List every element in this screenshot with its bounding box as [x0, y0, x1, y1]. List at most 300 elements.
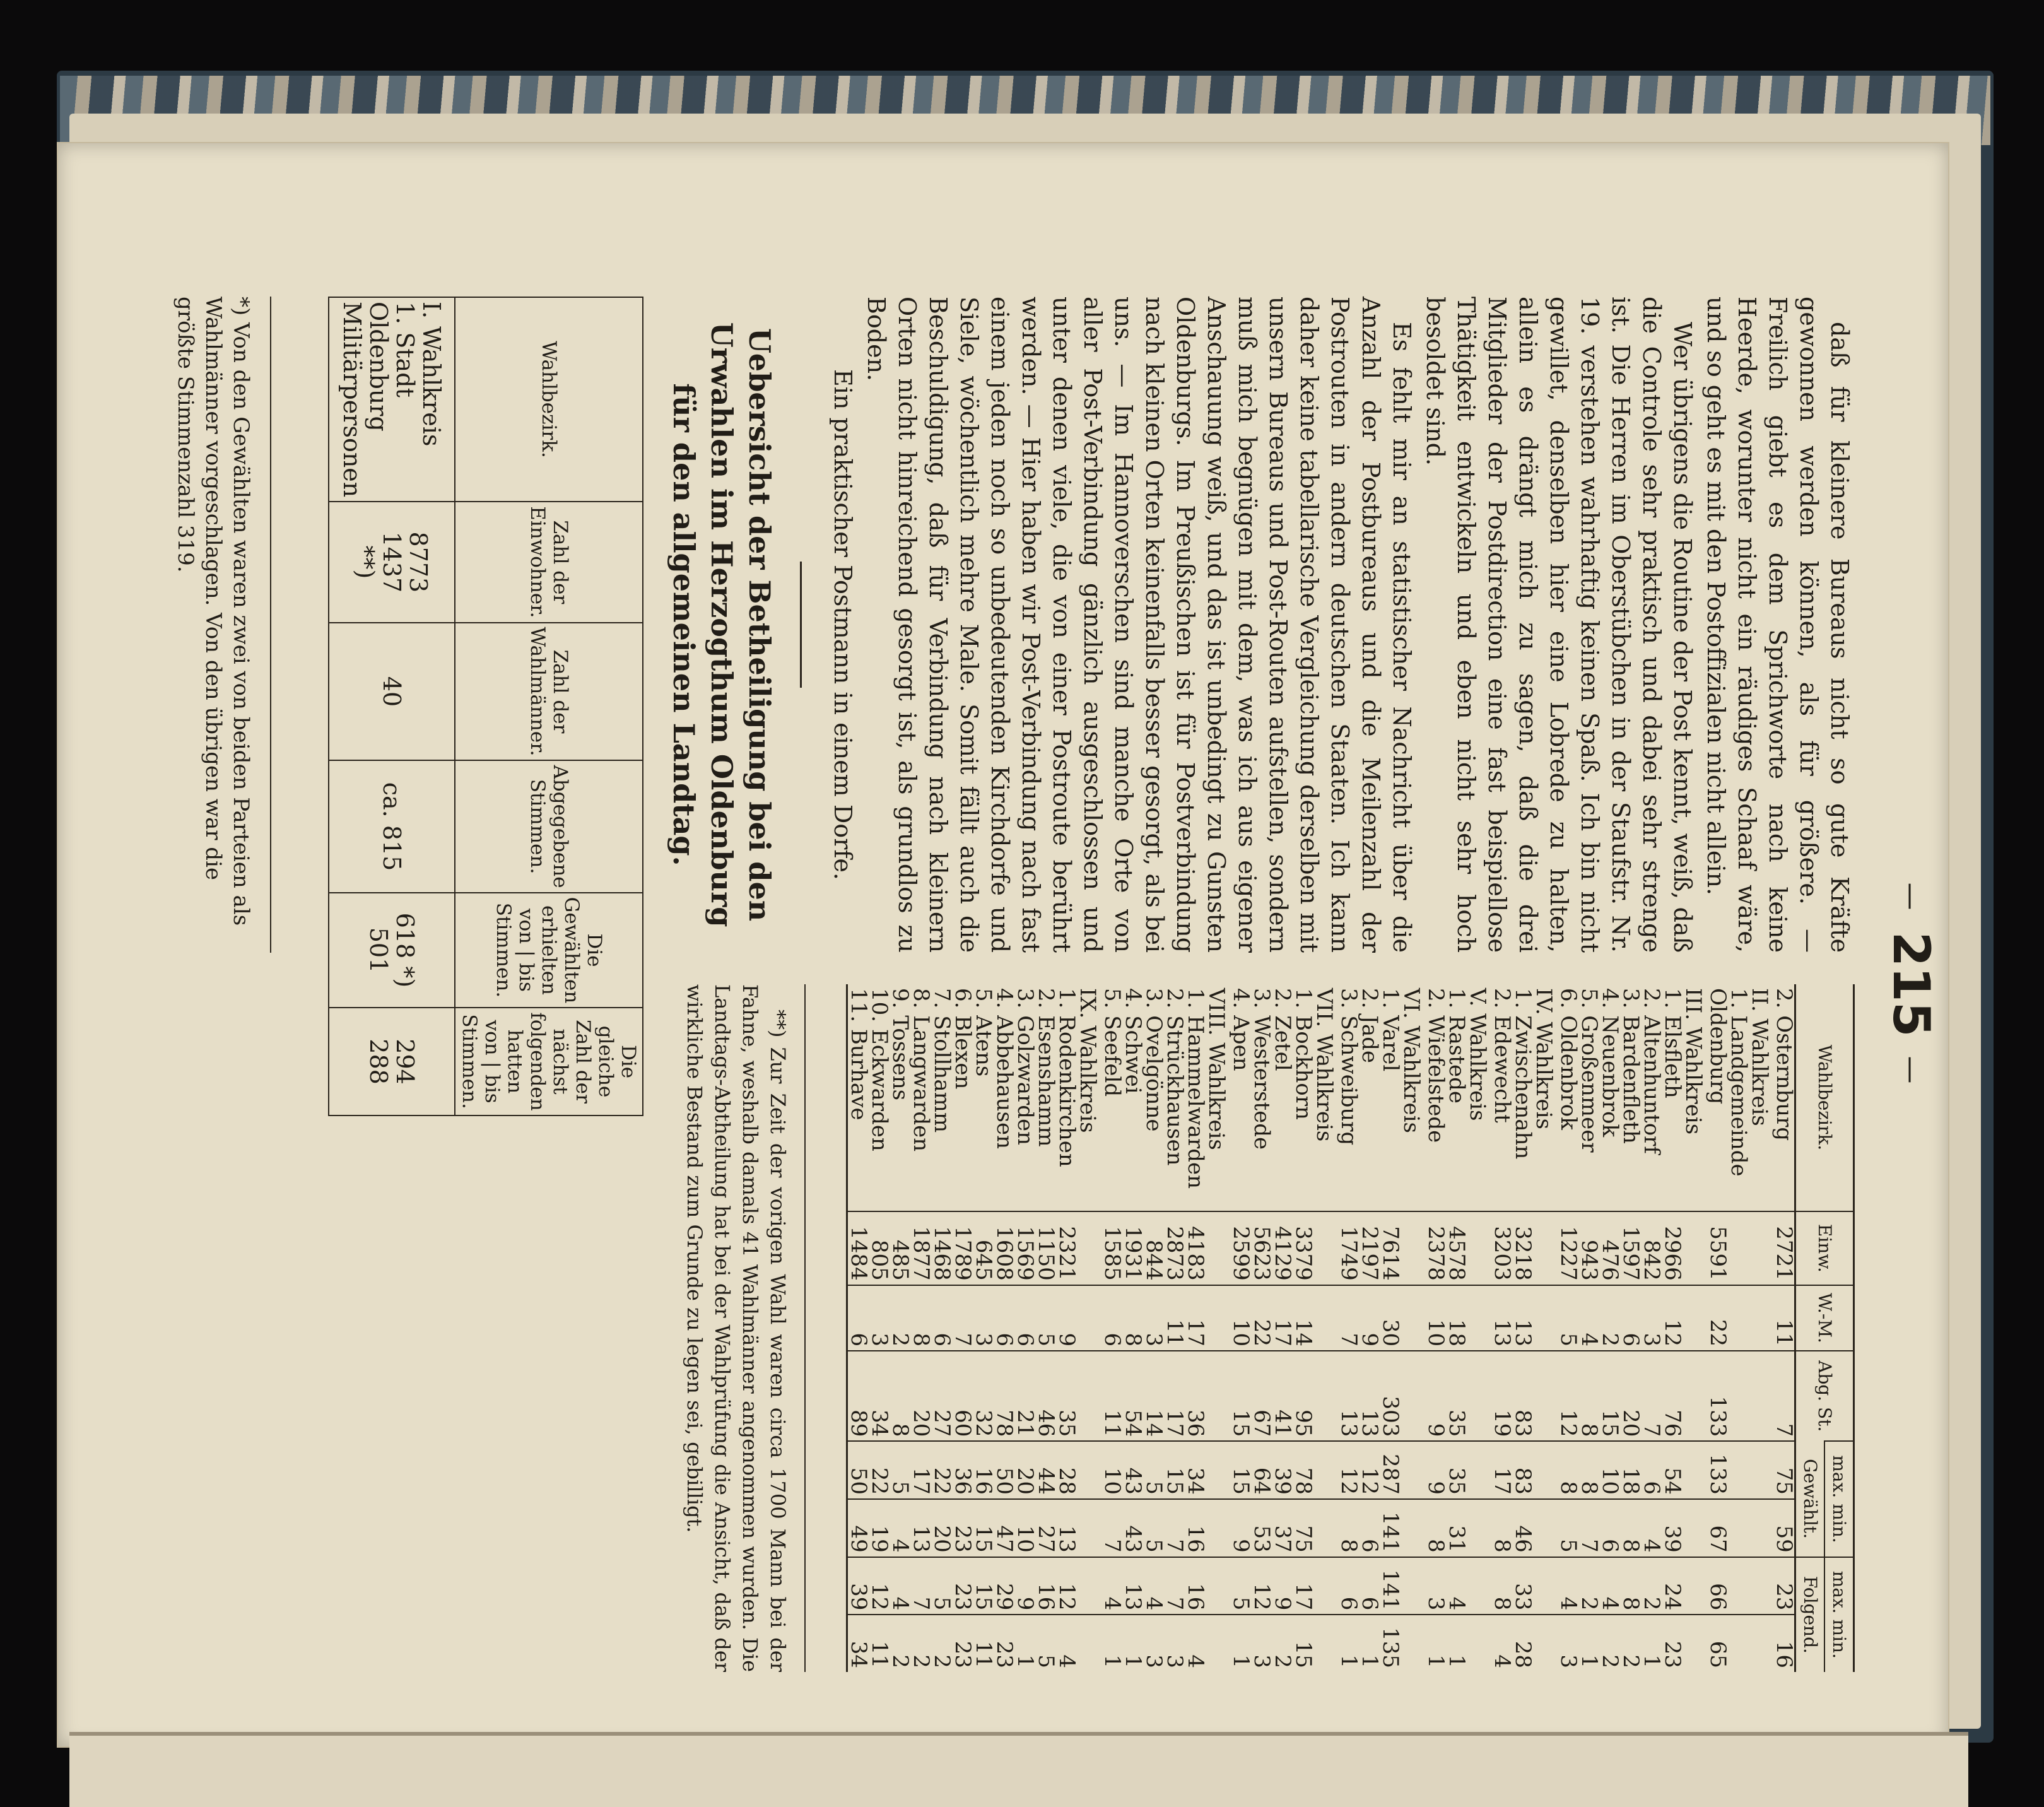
cell-label: 2. Altenhuntorf: [1639, 988, 1664, 1155]
cell-label: 1. Varel: [1378, 988, 1403, 1072]
table-row: [1164, 984, 1185, 1672]
table-row: [1728, 984, 1749, 1672]
cell-abg: 35: [1446, 1351, 1467, 1441]
cell-einw: 4183: [1185, 1211, 1206, 1285]
cell-gmin: 8: [1620, 1499, 1641, 1557]
cell-fmin: 135: [1380, 1615, 1401, 1672]
cell-fmin: 4: [1491, 1615, 1512, 1672]
cell-wm: 22: [1251, 1285, 1272, 1351]
cell-fmin: 15: [1293, 1615, 1313, 1672]
cell-gmax: 12: [1338, 1441, 1359, 1499]
table-section-row: [1206, 984, 1230, 1672]
cell-label: 3. Ovelgönne: [1141, 988, 1166, 1132]
table-row: [1143, 984, 1164, 1672]
cell-abg: 7: [1641, 1351, 1662, 1441]
cell-wm: 30: [1380, 1285, 1401, 1351]
right-column: [303, 984, 1855, 1672]
cell-gmin: 7: [1101, 1499, 1122, 1557]
table-row: [1230, 984, 1251, 1672]
cell-gmin: 37: [1272, 1499, 1293, 1557]
max-label: max.: [1829, 1570, 1850, 1614]
table-row: [1185, 984, 1206, 1672]
cell-abg: 67: [1251, 1351, 1272, 1441]
cell-fmin: 16: [1773, 1615, 1795, 1672]
cell-wm: 7: [952, 1285, 973, 1351]
cell-wm: 7: [1338, 1285, 1359, 1351]
cell-fmax: 5: [931, 1557, 952, 1615]
cell-fmin: 1: [1122, 1615, 1143, 1672]
cell-gmax: 18: [1620, 1441, 1641, 1499]
cell-fmax: 141: [1380, 1557, 1401, 1615]
cell-abg: 13: [1338, 1351, 1359, 1441]
cell-gmax: 5: [1143, 1441, 1164, 1499]
cell-einw: [1683, 1211, 1707, 1285]
cell-wm: [1401, 1285, 1425, 1351]
cell-label: 6. Blexen: [950, 988, 975, 1090]
cell-label: 2. Osternburg: [1771, 988, 1797, 1141]
cell-fmin: 2: [890, 1615, 910, 1672]
cell-fmin: 2: [1599, 1615, 1620, 1672]
cell-fmin: 1: [1230, 1615, 1251, 1672]
cell-fmax: [1206, 1557, 1230, 1615]
cell-gmax: 15: [1164, 1441, 1185, 1499]
footnote-gewaehlte: *) Von den Gewählten waren zwei von beiden Parteien als Wahlmänner vorgeschlagen. Von den übrigen war die größte Stimmenzahl 319.: [172, 297, 271, 953]
cell-einw: 943: [1578, 1211, 1599, 1285]
cell-fmin: [1077, 1615, 1101, 1672]
cell-abg: 89: [847, 1351, 869, 1441]
page-number: 215: [1882, 931, 1941, 1037]
table-row: [1707, 984, 1728, 1672]
cell-fmin: 34: [847, 1615, 869, 1672]
cell-label: 5. Seefeld: [1100, 988, 1125, 1097]
col-folgenden: Die gleiche Zahl der nächst folgenden hatten von | bis Stimmen.: [455, 1008, 643, 1115]
cell-wm: 10: [1425, 1285, 1446, 1351]
cell-gmax: 10: [1101, 1441, 1122, 1499]
cell-einw: 3218: [1512, 1211, 1533, 1285]
section-label: I. Wahlkreis: [418, 302, 445, 447]
cell-fmax: 2: [1641, 1557, 1662, 1615]
cell-wm: 3: [1641, 1285, 1662, 1351]
cell-fmin: 23: [952, 1615, 973, 1672]
cell-einw: 7614: [1380, 1211, 1401, 1285]
cell-wm: 6: [931, 1285, 952, 1351]
cell-gmax: 133: [1707, 1441, 1728, 1499]
cell-fmin: 23: [1662, 1615, 1683, 1672]
cell-fmax: 33: [1512, 1557, 1533, 1615]
cell-wm: 8: [1122, 1285, 1143, 1351]
cell-abg: 35: [1056, 1351, 1077, 1441]
cell-fmax: 4: [1599, 1557, 1620, 1615]
cell-einw: 2378: [1425, 1211, 1446, 1285]
table-row: [1773, 984, 1795, 1672]
cell-gmax: 54: [1662, 1441, 1683, 1499]
cell-label: 4. Abbehausen: [992, 988, 1017, 1149]
cell-wm: 5: [1035, 1285, 1056, 1351]
cell-fmax: 23: [952, 1557, 973, 1615]
cell-wm: 2: [890, 1285, 910, 1351]
cell-einw: [1533, 1211, 1558, 1285]
einwohner-mil-value: 1437: [378, 531, 406, 593]
cell-label: 8. Langwarden: [908, 988, 934, 1152]
paragraph: Es fehlt mir an statistischer Nachricht über die Anzahl der Postbureaus und die Meilenzahl der Postrouten in andern deutschen Staaten. Ich kann daher keine tabellarische Vergleichung derselben mit unsern Bureaus und Post-Routen aufstellen, sondern muß mich begnügen mit dem, was ich aus eigener Anschauung weiß, und das ist unbedingt zu Gunsten Oldenburgs. Im Preußischen ist für Postverbindung nach kleinen Orten keinenfalls besser gesorgt, als bei uns. — Im Hannoverschen sind manche Orte von aller Post-Verbindung gänzlich ausgeschlossen und unter denen viele, die von einer Postroute berührt werden. — Hier haben wir Post-Verbindung nach fast einem jeden noch so unbedeutenden Kirchdorfe und Siele, wöchentlich mehre Male. Somit fällt auch die Beschuldigung, daß für Verbindung nach kleinern Orten nicht hinreichend gesorgt ist, als grundlos zu Boden.: [862, 297, 1416, 953]
cell-abg: 76: [1662, 1351, 1683, 1441]
cell-einw: [1728, 1211, 1749, 1285]
col-folgend: [1824, 1557, 1853, 1672]
cell-fmin: [1683, 1615, 1707, 1672]
folg-von: 294: [391, 1039, 419, 1085]
cell-gmax: 50: [994, 1441, 1014, 1499]
cell-wm: [1467, 1285, 1491, 1351]
cell-abg: 83: [1512, 1351, 1533, 1441]
cell-fmax: 4: [1143, 1557, 1164, 1615]
cell-abg: 32: [973, 1351, 994, 1441]
cell-fmin: 1: [1425, 1615, 1446, 1672]
cell-abg: 8: [890, 1351, 910, 1441]
cell-einw: 2721: [1773, 1211, 1795, 1285]
cell-wm: 9: [1056, 1285, 1077, 1351]
col-gewaehlt: [1824, 1441, 1853, 1557]
cell-abg: 95: [1293, 1351, 1313, 1441]
cell-fmax: [1401, 1557, 1425, 1615]
cell-gmin: [1728, 1499, 1749, 1557]
cell-abg: 41: [1272, 1351, 1293, 1441]
cell-einw: 4578: [1446, 1211, 1467, 1285]
rotated-page-content: [173, 297, 1956, 1672]
cell-fmax: 12: [1251, 1557, 1272, 1615]
cell-fmax: 4: [1101, 1557, 1122, 1615]
cell-abg: [1313, 1351, 1338, 1441]
cell-einw: 1150: [1035, 1211, 1056, 1285]
paragraph: daß für kleinere Bureaus nicht so gute Kräfte gewonnen werden können, als für größere. — Freilich giebt es dem Sprichworte nach keine Heerde, worunter nicht ein räudiges Schaaf wäre, und so geht es mit den Postoffizialen nicht allein.: [1702, 297, 1853, 953]
cell-gmax: 12: [1359, 1441, 1380, 1499]
cell-wm: 8: [910, 1285, 931, 1351]
section-divider: [800, 562, 802, 688]
cell-gmin: 7: [1164, 1499, 1185, 1557]
col-wahlbezirk: Wahlbezirk.: [1795, 984, 1853, 1211]
table-row: [952, 984, 973, 1672]
cell-abg: [1401, 1351, 1425, 1441]
cell-fmax: [1533, 1557, 1558, 1615]
cell-abg: 8: [1578, 1351, 1599, 1441]
cell-fmax: [1749, 1557, 1773, 1615]
cell-fmax: 9: [1272, 1557, 1293, 1615]
cell-gmin: 59: [1773, 1499, 1795, 1557]
cell-gmin: 19: [869, 1499, 890, 1557]
cell-abg: 27: [931, 1351, 952, 1441]
col-wm: W.-M.: [1795, 1285, 1853, 1351]
cell-gmin: [1533, 1499, 1558, 1557]
cell-einw: 1789: [952, 1211, 973, 1285]
cell-einw: 4129: [1272, 1211, 1293, 1285]
cell-einw: 485: [890, 1211, 910, 1285]
cell-label: 3. Golzwarden: [1013, 988, 1038, 1146]
cell-fmin: [1728, 1615, 1749, 1672]
cell-gmax: 28: [1056, 1441, 1077, 1499]
cell-gmin: [1749, 1499, 1773, 1557]
col-abg: Abg. St.: [1795, 1351, 1853, 1441]
table-section-row: [1313, 984, 1338, 1672]
cell-fmax: [1467, 1557, 1491, 1615]
cell-abg: 20: [1620, 1351, 1641, 1441]
cell-gmin: 10: [1014, 1499, 1035, 1557]
max-label: max.: [1829, 1455, 1850, 1498]
cell-fmax: 4: [1446, 1557, 1467, 1615]
table-row: [847, 984, 869, 1672]
cell-label: 6. Oldenbrok: [1556, 988, 1581, 1130]
table-section-row: [1683, 984, 1707, 1672]
cell-gmax: 43: [1122, 1441, 1143, 1499]
cell-fmin: [1533, 1615, 1558, 1672]
cell-gmax: [1728, 1441, 1749, 1499]
folgend-label: Folgend.: [1795, 1557, 1825, 1672]
cell-gmin: 8: [1338, 1499, 1359, 1557]
einwohner-note: **): [351, 545, 379, 579]
cell-fmax: 8: [1620, 1557, 1641, 1615]
cell-label: 4. Schwei: [1120, 988, 1146, 1094]
cell-fmax: 16: [1185, 1557, 1206, 1615]
cell-abg: 15: [1599, 1351, 1620, 1441]
cell-fmax: 5: [1230, 1557, 1251, 1615]
cell-gmax: 20: [1014, 1441, 1035, 1499]
table-row: [1425, 984, 1446, 1672]
cell-einwohner: [329, 502, 455, 622]
cell-abg: 21: [1014, 1351, 1035, 1441]
cell-wm: 17: [1272, 1285, 1293, 1351]
table-section-row: [1749, 984, 1773, 1672]
cell-fmax: 3: [1425, 1557, 1446, 1615]
cell-fmin: 2: [910, 1615, 931, 1672]
table-row: [1359, 984, 1380, 1672]
article-signoff: Ein praktischer Postmann in einem Dorfe.: [829, 369, 857, 880]
cell-gmax: 83: [1512, 1441, 1533, 1499]
cell-label: 2. Zetel: [1270, 988, 1295, 1071]
cell-gmin: 8: [1491, 1499, 1512, 1557]
cell-gmin: 49: [847, 1499, 869, 1557]
cell-einw: 844: [1143, 1211, 1164, 1285]
cell-wm: [1683, 1285, 1707, 1351]
cell-fmax: 7: [1164, 1557, 1185, 1615]
footnote-militaer: **) Zur Zeit der vorigen Wahl waren circa 1700 Mann bei der Fahne, weshalb damals 41 Wahlmänner angenommen wurden. Die Landtags-Abtheilung hat bei der Wahlprüfung die Ansicht, daß der wirkliche Bestand zum Grunde zu legen sei, gebilligt.: [681, 984, 806, 1672]
cell-abg: [1533, 1351, 1558, 1441]
table-row: [973, 984, 994, 1672]
cell-gmax: 17: [1491, 1441, 1512, 1499]
cell-wm: 11: [1164, 1285, 1185, 1351]
gew-note: *): [391, 966, 419, 988]
cell-fmin: 3: [1558, 1615, 1578, 1672]
cell-wm: 2: [1599, 1285, 1620, 1351]
cell-label: 1. Hammelwarden: [1183, 988, 1208, 1189]
cell-einw: 1597: [1620, 1211, 1641, 1285]
cell-wm: 14: [1293, 1285, 1313, 1351]
cell-label: V. Wahlkreis: [1465, 988, 1490, 1121]
min-label: min.: [1829, 1504, 1850, 1543]
cell-abg: 7: [1773, 1351, 1795, 1441]
district-rows: [847, 984, 1795, 1672]
cell-gmin: [1206, 1499, 1230, 1557]
cell-einw: 645: [973, 1211, 994, 1285]
cell-gmax: 8: [1558, 1441, 1578, 1499]
table-row: [1293, 984, 1313, 1672]
table-row: [1014, 984, 1035, 1672]
cell-label: 5. Atens: [971, 988, 996, 1077]
cell-gmax: 78: [1293, 1441, 1313, 1499]
table-header-row: [1824, 984, 1853, 1672]
cell-gmin: 47: [994, 1499, 1014, 1557]
cell-label: 9. Tossens: [888, 988, 913, 1101]
row-label: [329, 297, 455, 502]
header-dash-right: —: [1895, 1056, 1928, 1086]
cell-fmin: 1: [1101, 1615, 1122, 1672]
cell-gmax: 17: [910, 1441, 931, 1499]
cell-gmin: 53: [1251, 1499, 1272, 1557]
cell-einw: 3203: [1491, 1211, 1512, 1285]
cell-gmin: 46: [1512, 1499, 1533, 1557]
einwohner-value: 8773: [404, 531, 432, 593]
cell-fmax: 15: [973, 1557, 994, 1615]
table-row: [994, 984, 1014, 1672]
cell-gmin: 6: [1359, 1499, 1380, 1557]
cell-einw: 2599: [1230, 1211, 1251, 1285]
cell-gmax: 36: [952, 1441, 973, 1499]
cell-label: Oldenburg: [1705, 988, 1730, 1105]
cell-gmax: 75: [1773, 1441, 1795, 1499]
cell-fmin: [1206, 1615, 1230, 1672]
cell-label: 1. Elsfleth: [1660, 988, 1685, 1098]
cell-fmin: 1: [1014, 1615, 1035, 1672]
cell-abg: 60: [952, 1351, 973, 1441]
cell-wm: 17: [1185, 1285, 1206, 1351]
cell-wm: 18: [1446, 1285, 1467, 1351]
cell-gmax: 50: [847, 1441, 869, 1499]
cell-gmin: 4: [890, 1499, 910, 1557]
cell-abg: 17: [1164, 1351, 1185, 1441]
cell-einw: 476: [1599, 1211, 1620, 1285]
cell-fmax: 29: [994, 1557, 1014, 1615]
cell-gmin: 67: [1707, 1499, 1728, 1557]
cell-wm: [1533, 1285, 1558, 1351]
cell-abg: 11: [1101, 1351, 1122, 1441]
cell-abg: 14: [1143, 1351, 1164, 1441]
cell-abg: [1467, 1351, 1491, 1441]
cell-fmax: [1077, 1557, 1101, 1615]
cell-gmax: 64: [1251, 1441, 1272, 1499]
cell-gmax: 22: [869, 1441, 890, 1499]
table-row: [1101, 984, 1122, 1672]
cell-gmax: 22: [931, 1441, 952, 1499]
cell-label: IV. Wahlkreis: [1531, 988, 1556, 1129]
cell-label: VI. Wahlkreis: [1399, 988, 1424, 1133]
cell-fmin: 5: [1035, 1615, 1056, 1672]
cell-gmin: 20: [931, 1499, 952, 1557]
cell-wm: 10: [1230, 1285, 1251, 1351]
cell-fmin: 1: [1359, 1615, 1380, 1672]
cell-einw: 2321: [1056, 1211, 1077, 1285]
cell-fmin: 11: [869, 1615, 890, 1672]
cell-fmin: [1313, 1615, 1338, 1672]
cell-gmax: [1077, 1441, 1101, 1499]
cell-fmin: 28: [1512, 1615, 1533, 1672]
cell-abg: 15: [1230, 1351, 1251, 1441]
cell-abg: [1728, 1351, 1749, 1441]
cell-wahlmaenner: 40: [329, 623, 455, 761]
cell-abg: 54: [1122, 1351, 1143, 1441]
cell-fmax: [1728, 1557, 1749, 1615]
cell-fmin: 3: [1143, 1615, 1164, 1672]
cell-wm: 6: [847, 1285, 869, 1351]
cell-einw: 1608: [994, 1211, 1014, 1285]
cell-einw: [1313, 1211, 1338, 1285]
cell-label: 1. Rodenkirchen: [1054, 988, 1079, 1167]
cell-gmax: 16: [973, 1441, 994, 1499]
cell-gmin: 6: [1599, 1499, 1620, 1557]
cell-wm: 5: [1558, 1285, 1578, 1351]
cell-label: 4. Neuenbrok: [1597, 988, 1623, 1138]
col-stimmen: Abgegebene Stimmen.: [455, 760, 643, 892]
cell-fmin: 1: [1446, 1615, 1467, 1672]
cell-fmax: 13: [1122, 1557, 1143, 1615]
cell-gmax: 39: [1272, 1441, 1293, 1499]
district-table: [846, 984, 1853, 1672]
cell-einw: [1077, 1211, 1101, 1285]
cell-fmax: 12: [869, 1557, 890, 1615]
cell-fmax: [1313, 1557, 1338, 1615]
cell-fmin: 1: [1578, 1615, 1599, 1672]
cell-gmax: [1401, 1441, 1425, 1499]
cell-wm: 6: [1014, 1285, 1035, 1351]
cell-gmin: 16: [1185, 1499, 1206, 1557]
table-row: [1122, 984, 1143, 1672]
cell-einw: 5623: [1251, 1211, 1272, 1285]
cell-gmax: [1533, 1441, 1558, 1499]
cell-gmin: [1467, 1499, 1491, 1557]
col-wahlbezirk: Wahlbezirk.: [455, 297, 643, 502]
cell-wm: 13: [1512, 1285, 1533, 1351]
cell-einw: 1468: [931, 1211, 952, 1285]
cell-wm: [1313, 1285, 1338, 1351]
table-row: [1599, 984, 1620, 1672]
table-section-row: [1401, 984, 1425, 1672]
cell-gmin: [1401, 1499, 1425, 1557]
cell-label: 5. Großenmeer: [1577, 988, 1602, 1153]
cell-gmax: [1206, 1441, 1230, 1499]
cell-gmax: [1467, 1441, 1491, 1499]
cell-einw: 1569: [1014, 1211, 1035, 1285]
cell-fmin: 1: [1641, 1615, 1662, 1672]
cell-label: IX. Wahlkreis: [1075, 988, 1100, 1133]
cell-fmin: 3: [1164, 1615, 1185, 1672]
cell-gmin: 5: [1143, 1499, 1164, 1557]
summary-title: Uebersicht der Betheiligung bei den Urwahlen im Herzogthum Oldenburg für den allgemeinen Landtag.: [667, 322, 777, 927]
table-section-row: [1077, 984, 1101, 1672]
cell-gmax: 8: [1578, 1441, 1599, 1499]
cell-fmax: 24: [1662, 1557, 1683, 1615]
cell-wm: 4: [1578, 1285, 1599, 1351]
table-row: [890, 984, 910, 1672]
table-row: [1491, 984, 1512, 1672]
cell-label: III. Wahlkreis: [1681, 988, 1706, 1135]
cell-gmin: 27: [1035, 1499, 1056, 1557]
cell-fmin: 11: [973, 1615, 994, 1672]
cell-einw: 1484: [847, 1211, 869, 1285]
table-row: [1446, 984, 1467, 1672]
table-row: [1380, 984, 1401, 1672]
cell-wm: 11: [1773, 1285, 1795, 1351]
cell-gmin: 23: [952, 1499, 973, 1557]
table-row: [1641, 984, 1662, 1672]
cell-wm: 13: [1491, 1285, 1512, 1351]
cell-label: 1. Zwischenahn: [1510, 988, 1536, 1160]
cell-fmin: [1401, 1615, 1425, 1672]
